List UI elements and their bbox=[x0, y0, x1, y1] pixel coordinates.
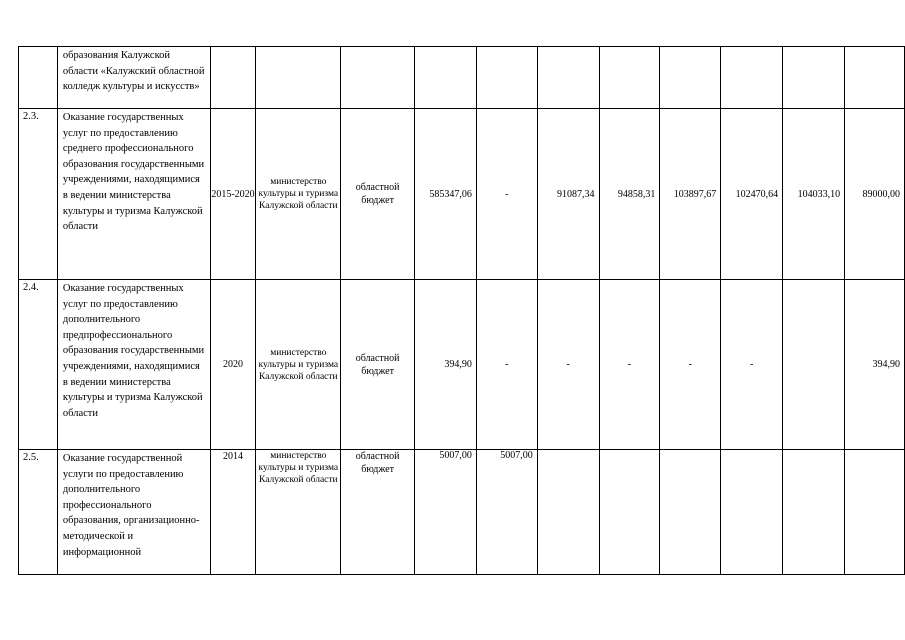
row-number: 2.4. bbox=[19, 280, 58, 450]
cell-2014: - bbox=[476, 109, 537, 280]
cell-2014 bbox=[476, 47, 537, 109]
row-executor: министерство культуры и туризма Калужской области bbox=[256, 450, 341, 575]
cell-2020 bbox=[845, 47, 905, 109]
cell-2018 bbox=[721, 47, 783, 109]
cell-2018 bbox=[721, 450, 783, 575]
row-source: областной бюджет bbox=[341, 280, 415, 450]
row-number: 2.3. bbox=[19, 109, 58, 280]
table-row bbox=[19, 109, 905, 280]
row-source: областной бюджет bbox=[341, 109, 415, 280]
cell-2014: 5007,00 bbox=[476, 450, 537, 575]
row-years bbox=[210, 47, 256, 109]
cell-2020 bbox=[845, 450, 905, 575]
cell-total: 585347,06 bbox=[414, 109, 476, 280]
row-description: Оказание государственной услуги по предоставлению дополнительного профессионального образования, организационно-методической и информационной bbox=[57, 450, 210, 575]
cell-2015 bbox=[537, 450, 599, 575]
cell-2017 bbox=[660, 450, 721, 575]
cell-2017: - bbox=[660, 280, 721, 450]
row-years: 2014 bbox=[210, 450, 256, 575]
row-executor bbox=[256, 47, 341, 109]
cell-2016: - bbox=[599, 280, 660, 450]
cell-2016: 94858,31 bbox=[599, 109, 660, 280]
table-row bbox=[19, 450, 905, 575]
cell-2018: 102470,64 bbox=[721, 109, 783, 280]
cell-total: 394,90 bbox=[414, 280, 476, 450]
cell-2019: 104033,10 bbox=[783, 109, 845, 280]
row-executor: министерство культуры и туризма Калужской области bbox=[256, 280, 341, 450]
row-number bbox=[19, 47, 58, 109]
cell-2016 bbox=[599, 47, 660, 109]
cell-2017 bbox=[660, 47, 721, 109]
cell-total: 5007,00 bbox=[414, 450, 476, 575]
table-row bbox=[19, 280, 905, 450]
cell-2019 bbox=[783, 450, 845, 575]
row-source: областной бюджет bbox=[341, 450, 415, 575]
cell-2014: - bbox=[476, 280, 537, 450]
row-description: образования Калужской области «Калужский областной колледж культуры и искусств» bbox=[57, 47, 210, 109]
cell-2018: - bbox=[721, 280, 783, 450]
cell-2019 bbox=[783, 280, 845, 450]
row-executor: министерство культуры и туризма Калужской области bbox=[256, 109, 341, 280]
row-description: Оказание государственных услуг по предоставлению дополнительного предпрофессионального образования государственными учреждениями, находящимися в ведении министерства культуры и туризма Калужской области bbox=[57, 280, 210, 450]
row-years: 2015-2020 bbox=[210, 109, 256, 280]
cell-2016 bbox=[599, 450, 660, 575]
row-number: 2.5. bbox=[19, 450, 58, 575]
cell-2015 bbox=[537, 47, 599, 109]
program-table bbox=[18, 46, 905, 575]
row-description: Оказание государственных услуг по предоставлению среднего профессионального образования государственными учреждениями, находящимися в ведении министерства культуры и туризма Калужской области bbox=[57, 109, 210, 280]
row-years: 2020 bbox=[210, 280, 256, 450]
cell-2019 bbox=[783, 47, 845, 109]
cell-2015: 91087,34 bbox=[537, 109, 599, 280]
cell-2020: 394,90 bbox=[845, 280, 905, 450]
cell-2017: 103897,67 bbox=[660, 109, 721, 280]
cell-2015: - bbox=[537, 280, 599, 450]
table-row bbox=[19, 47, 905, 109]
cell-total bbox=[414, 47, 476, 109]
row-source bbox=[341, 47, 415, 109]
cell-2020: 89000,00 bbox=[845, 109, 905, 280]
